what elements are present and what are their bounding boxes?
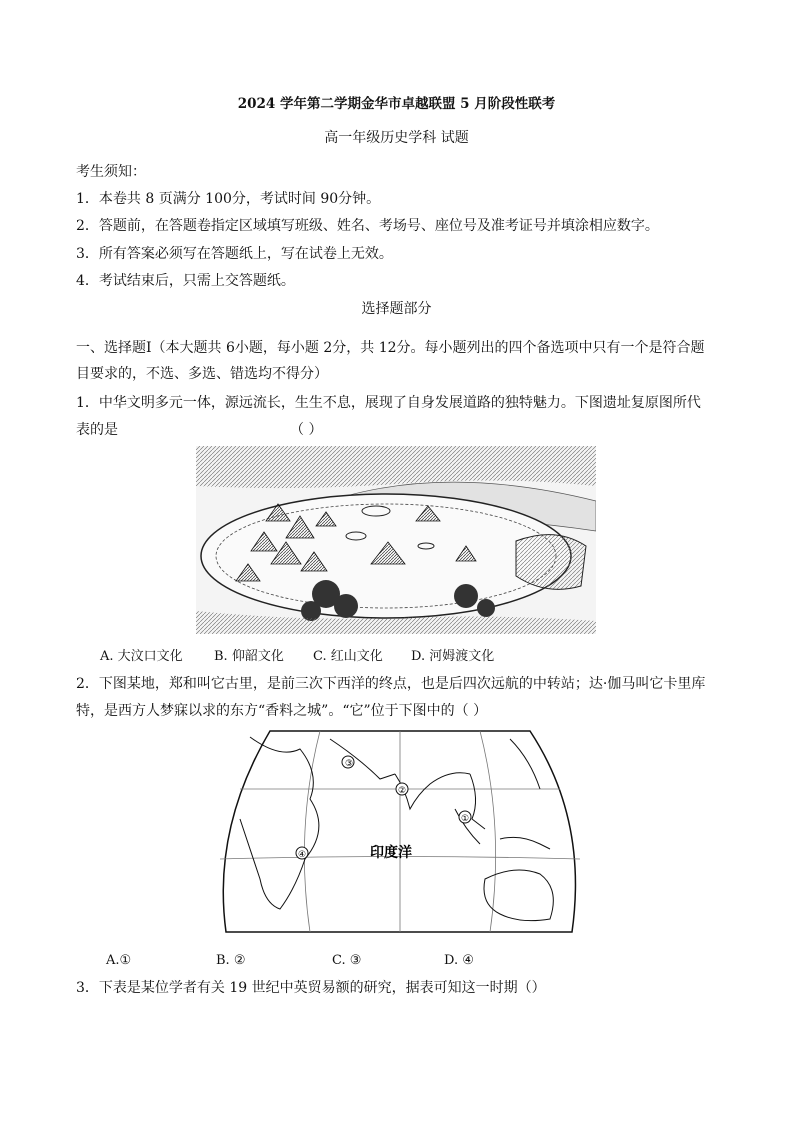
question-3-text: 3．下表是某位学者有关 19 世纪中英贸易额的研究，据表可知这一时期（） xyxy=(76,980,546,996)
settlement-reconstruction-image xyxy=(196,446,596,634)
map-marker-2: ② xyxy=(398,786,407,796)
map-marker-1: ① xyxy=(461,814,470,824)
notice-heading: 考生须知： xyxy=(76,164,146,180)
question-2-text: 2．下图某地，郑和叫它古里，是前三次下西洋的终点，也是后四次远航的中转站；达·伽马叫它卡里库 xyxy=(76,676,706,692)
question-1-text: 1．中华文明多元一体，源远流长，生生不息，展现了自身发展道路的独特魅力。下图遗址复原图所代 xyxy=(76,395,701,411)
indian-ocean-map xyxy=(210,729,590,934)
map-marker-3: ③ xyxy=(345,759,354,769)
notice-item: 1．本卷共 8 页满分 100分，考试时间 90分钟。 xyxy=(76,191,381,207)
q2-option-d[interactable]: D. ④ xyxy=(444,953,474,968)
q2-option-b[interactable]: B. ② xyxy=(216,953,246,968)
section-intro: 目要求的，不选、多选、错选均不得分） xyxy=(76,366,328,382)
question-2-text: 特，是西方人梦寐以求的东方“香料之城”。“它”位于下图中的（ ） xyxy=(76,703,488,719)
section-intro: 一、选择题Ⅰ（本大题共 6小题，每小题 2分，共 12分。每小题列出的四个备选项中只有一个是符合题 xyxy=(76,340,705,356)
q2-option-a[interactable]: A.① xyxy=(106,953,132,968)
section-heading: 选择题部分 xyxy=(361,301,432,317)
q1-option-c[interactable]: C. 红山文化 xyxy=(313,649,383,664)
question-1-blank: （ ） xyxy=(290,422,323,438)
question-1-text: 表的是 xyxy=(76,422,118,438)
map-ocean-label: 印度洋 xyxy=(370,845,412,861)
q1-option-b[interactable]: B. 仰韶文化 xyxy=(214,649,284,664)
q2-option-c[interactable]: C. ③ xyxy=(332,953,362,968)
q1-option-d[interactable]: D. 河姆渡文化 xyxy=(411,649,495,664)
notice-item: 4．考试结束后，只需上交答题纸。 xyxy=(76,273,295,289)
notice-item: 3．所有答案必须写在答题纸上，写在试卷上无效。 xyxy=(76,246,393,262)
map-marker-4: ④ xyxy=(298,850,307,860)
q1-option-a[interactable]: A. 大汶口文化 xyxy=(100,649,183,664)
exam-subtitle: 高一年级历史学科 试题 xyxy=(324,130,469,146)
notice-item: 2．答题前，在答题卷指定区域填写班级、姓名、考场号、座位号及准考证号并填涂相应数字。 xyxy=(76,218,659,234)
exam-title: 2024 学年第二学期金华市卓越联盟 5 月阶段性联考 xyxy=(237,96,556,112)
